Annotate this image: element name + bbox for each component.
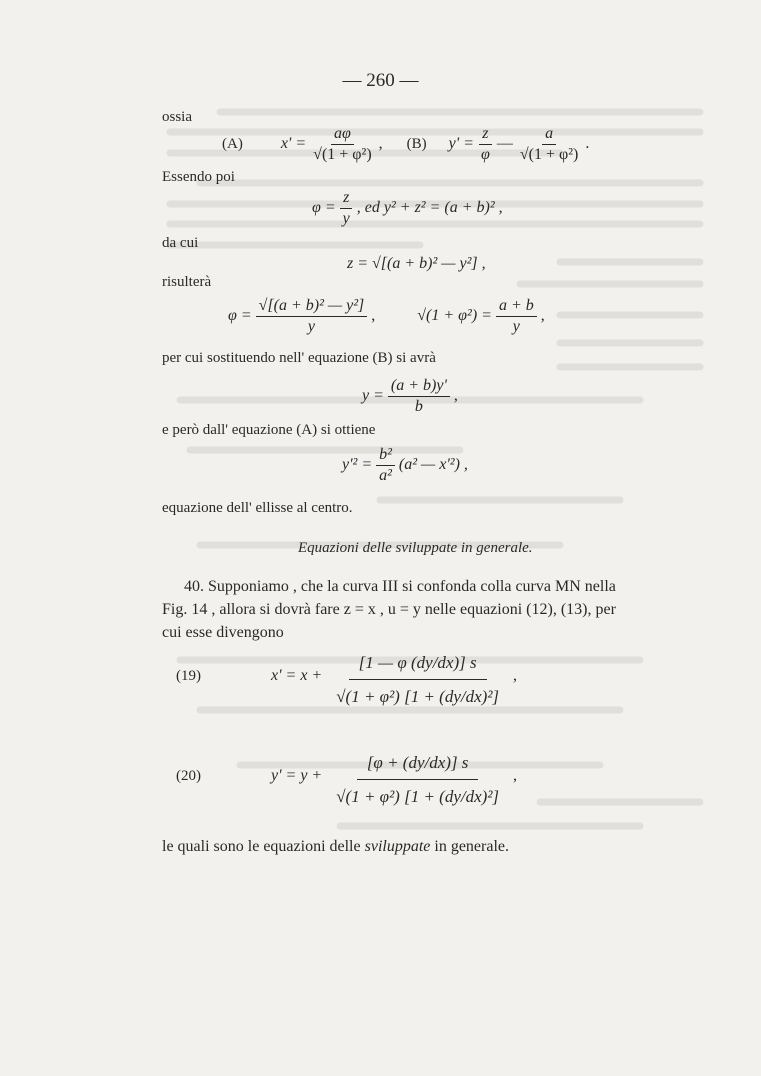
equation-r2-denominator: y (512, 318, 520, 335)
equation-r1-fraction (256, 298, 368, 335)
text-risultera: risulterà (162, 274, 212, 290)
equation-b-period: . (585, 135, 590, 153)
equation-ellipse-lhs: y'² = (342, 456, 373, 474)
equation-20-numerator: [φ + (dy/dx)] s (357, 748, 479, 780)
conclusion-prefix: le quali sono le equazioni delle (162, 838, 365, 855)
page-number: — 260 — (342, 70, 419, 91)
equation-19-comma: , (513, 667, 518, 685)
equation-a-comma: , (378, 135, 383, 153)
equation-a-b (222, 126, 589, 163)
paragraph-40-line-1: 40. Supponiamo , che la curva III si confonda colla curva MN nella (184, 578, 616, 595)
equation-19-numerator: [1 — φ (dy/dx)] s (349, 648, 487, 680)
equation-y-lhs: y = (362, 387, 384, 405)
equation-a-numerator: aφ (331, 126, 354, 145)
equation-y-numerator: (a + b)y' (388, 378, 450, 397)
equation-phi-rest: , ed y² + z² = (a + b)² , (356, 199, 503, 217)
equation-19-label: (19) (176, 668, 201, 685)
equation-ellipse-rhs: (a² — x'²) , (398, 456, 468, 474)
equation-y-comma: , (453, 387, 458, 405)
equation-r2-lhs: √(1 + φ²) = (417, 307, 492, 325)
equation-b-fraction-2 (517, 126, 582, 163)
text-ellisse: equazione dell' ellisse al centro. (162, 500, 353, 516)
equation-20 (176, 748, 517, 805)
equation-b-numerator-1: z (479, 126, 491, 145)
equation-20-denominator: √(1 + φ²) [1 + (dy/dx)²] (336, 787, 500, 806)
equation-ellipse (342, 447, 468, 484)
equation-20-fraction (326, 748, 509, 805)
equation-a-denominator: √(1 + φ²) (313, 146, 372, 163)
equation-phi-lhs: φ = (312, 199, 336, 217)
equation-phi-fraction (340, 190, 353, 227)
equation-y-fraction (388, 378, 450, 415)
equation-r1-comma: , (371, 307, 376, 325)
equation-b-lhs: y' = (448, 135, 474, 153)
text-conclusion (162, 838, 509, 856)
equation-phi-numerator: z (340, 190, 352, 209)
equation-r2-numerator: a + b (496, 298, 537, 317)
equation-phi (312, 190, 503, 227)
text-e-pero: e però dall' equazione (A) si ottiene (162, 422, 376, 438)
conclusion-suffix: in generale. (430, 838, 509, 855)
equation-20-label: (20) (176, 768, 201, 785)
equation-r2-fraction (496, 298, 537, 335)
text-da-cui: da cui (162, 235, 199, 251)
equation-r1-denominator: y (307, 318, 316, 335)
equation-results (228, 298, 545, 335)
conclusion-italic-word: sviluppate (364, 838, 431, 855)
equation-phi-denominator: y (342, 210, 350, 227)
equation-b-fraction-1 (478, 126, 493, 163)
equation-b-minus: — (496, 135, 513, 153)
equation-y-denominator: b (414, 398, 423, 415)
paragraph-40-line-3: cui esse divengono (162, 624, 284, 641)
equation-20-comma: , (513, 767, 518, 785)
equation-19-denominator: √(1 + φ²) [1 + (dy/dx)²] (336, 687, 500, 706)
equation-r1-lhs: φ = (228, 307, 252, 325)
equation-20-lhs: y' = y + (271, 767, 323, 785)
equation-z: z = √[(a + b)² — y²] , (347, 255, 486, 272)
equation-r1-numerator: √[(a + b)² — y²] (256, 298, 368, 317)
equation-19-fraction (326, 648, 509, 705)
equation-ellipse-denominator: a² (379, 467, 392, 484)
text-essendo-poi: Essendo poi (162, 169, 235, 185)
equation-ellipse-numerator: b² (376, 447, 395, 466)
equation-label-b: (B) (406, 136, 427, 153)
equation-b-denominator-1: φ (480, 146, 490, 163)
equation-label-a: (A) (222, 136, 243, 153)
text-per-cui: per cui sostituendo nell' equazione (B) si avrà (162, 350, 436, 366)
equation-y (362, 378, 458, 415)
section-title: Equazioni delle sviluppate in generale. (298, 540, 533, 556)
paragraph-40-line-2: Fig. 14 , allora si dovrà fare z = x , u = y nelle equazioni (12), (13), per (162, 601, 616, 618)
equation-19-lhs: x' = x + (271, 667, 323, 685)
equation-b-denominator-2: √(1 + φ²) (519, 146, 579, 163)
equation-19 (176, 648, 517, 705)
equation-a-lhs: x' = (280, 135, 307, 153)
equation-a-fraction (310, 126, 375, 163)
word-ossia: ossia (162, 109, 192, 125)
equation-r2-comma: , (540, 307, 545, 325)
equation-ellipse-fraction (376, 447, 395, 484)
equation-b-numerator-2: a (542, 126, 556, 145)
